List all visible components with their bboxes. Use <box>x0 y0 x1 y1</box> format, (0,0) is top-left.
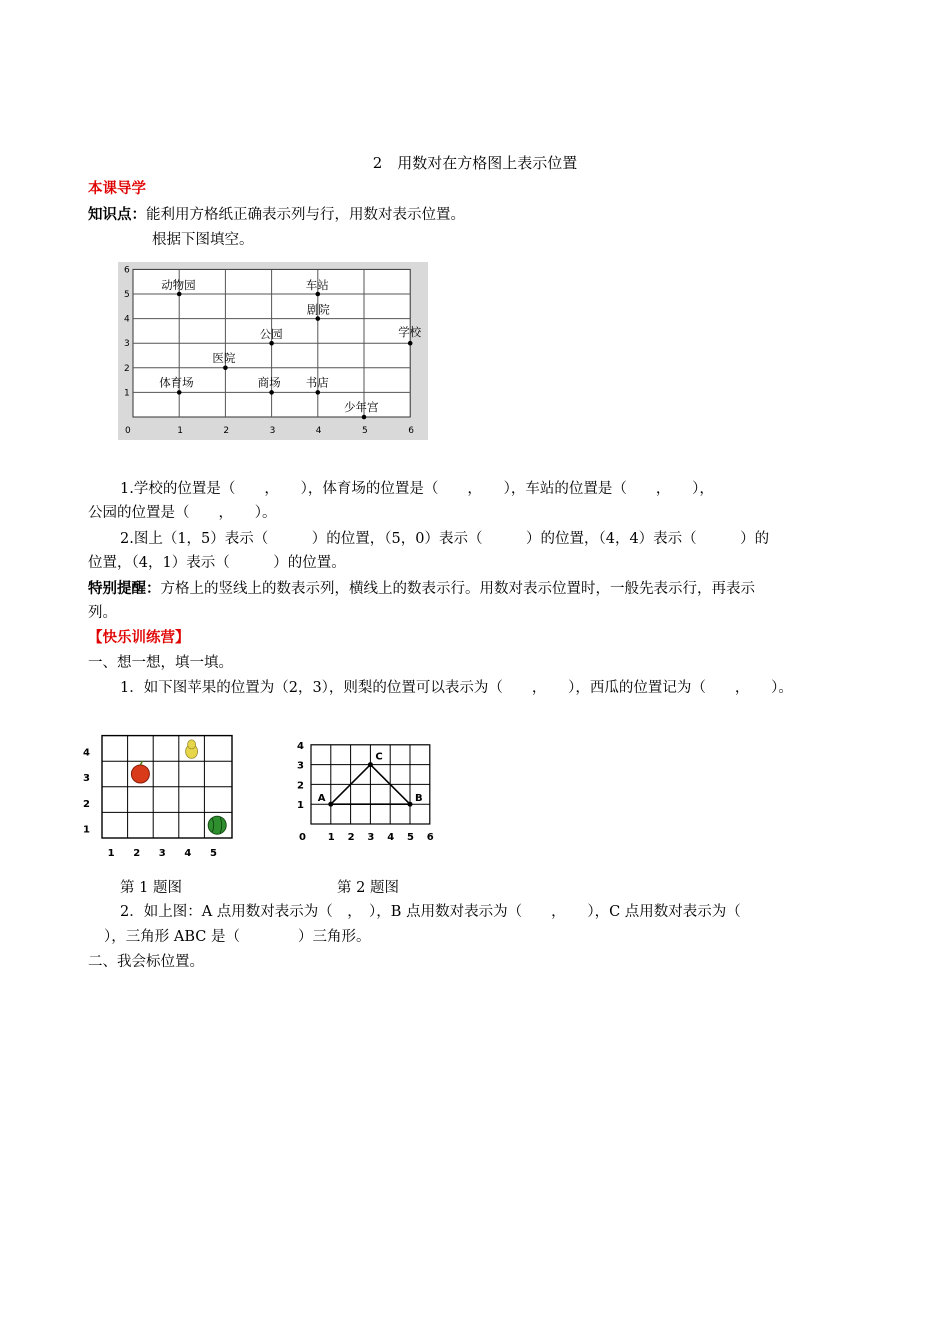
reminder <box>88 577 755 598</box>
map-place-dot <box>177 390 182 395</box>
map-place-dot <box>269 390 274 395</box>
triangle-vertex-dot <box>368 762 373 767</box>
p1-q2-line1: 2．如上图：A 点用数对表示为（ ， ），B 点用数对表示为（ ， ），C 点用数对表示为（ <box>120 904 741 920</box>
q1-line2: 公园的位置是（ ， ）。 <box>88 505 277 521</box>
triangle-y-tick: 1 <box>297 800 304 812</box>
map-y-tick: 5 <box>124 290 130 300</box>
map-place-dot <box>316 390 321 395</box>
reminder-text: 方格上的竖线上的数表示列，横线上的数表示行。用数对表示位置时，一般先表示行，再表示 <box>160 581 755 597</box>
q2-line2: 位置，（4，1）表示（ ）的位置。 <box>88 555 346 571</box>
map-place-dot <box>408 341 413 346</box>
part1-heading: 一、想一想，填一填。 <box>88 655 233 671</box>
map-place-label: 学校 <box>398 325 422 340</box>
map-place-label: 少年宫 <box>344 400 379 414</box>
map-place-label: 动物园 <box>161 278 196 292</box>
triangle-vertex-dot <box>408 802 413 807</box>
watermelon-icon <box>208 816 226 834</box>
triangle-y-tick: 3 <box>297 760 304 772</box>
map-x-tick: 5 <box>362 426 368 436</box>
triangle-vertex-label: C <box>375 751 383 763</box>
triangle-vertex-dot <box>328 802 333 807</box>
map-place-dot <box>177 292 182 297</box>
reminder-text-continued: 列。 <box>88 605 117 621</box>
fruit-y-tick: 3 <box>83 773 90 785</box>
reminder-label: 特别提醒： <box>88 581 161 597</box>
p1-q1-text: 1．如下图苹果的位置为（2，3），则梨的位置可以表示为（ ， ），西瓜的位置记为（ ， ）。 <box>120 680 793 696</box>
triangle-x-tick: 2 <box>347 832 355 843</box>
map-place-label: 体育场 <box>159 375 194 390</box>
map-place-label: 车站 <box>305 278 329 292</box>
triangle-x-tick: 1 <box>327 832 335 843</box>
knowledge-label: 知识点： <box>88 207 146 223</box>
triangle-x-tick: 3 <box>367 832 375 843</box>
map-place-label: 商场 <box>257 375 281 390</box>
map-place-label: 书店 <box>305 375 329 390</box>
apple-icon <box>131 765 149 783</box>
map-place-label: 剧院 <box>306 302 330 317</box>
map-place-dot <box>223 366 228 371</box>
map-y-tick: 3 <box>124 339 130 350</box>
map-x-tick: 1 <box>177 426 183 436</box>
triangle-x-tick: 6 <box>426 832 434 843</box>
fruit-x-tick: 5 <box>210 848 217 859</box>
map-x-tick: 0 <box>125 426 131 436</box>
fruit-grid-figure <box>78 733 243 863</box>
fruit-y-tick: 2 <box>83 798 90 810</box>
map-x-tick: 2 <box>223 426 230 436</box>
pear-icon-top <box>188 740 196 749</box>
map-place-label: 公园 <box>259 327 283 342</box>
section-camp-heading: 【快乐训练营】 <box>88 630 190 646</box>
figure2-caption: 第 2 题图 <box>337 880 399 896</box>
triangle-vertex-label: B <box>415 793 423 805</box>
triangle-x-tick: 4 <box>387 832 395 843</box>
triangle-y-tick: 2 <box>297 780 304 792</box>
map-y-tick: 4 <box>124 314 130 325</box>
knowledge-text: 能利用方格纸正确表示列与行，用数对表示位置。 <box>146 207 465 223</box>
map-x-tick: 6 <box>408 426 414 436</box>
triangle-vertex-label: A <box>317 793 326 805</box>
figure1-caption: 第 1 题图 <box>120 880 182 896</box>
triangle-x-tick: 0 <box>299 832 306 843</box>
map-place-label: 医院 <box>212 350 236 365</box>
section-guide-heading: 本课导学 <box>88 181 146 197</box>
map-x-tick: 4 <box>315 426 322 436</box>
map-place-dot <box>269 341 274 346</box>
p1-q2-line2: ），三角形 ABC 是（ ）三角形。 <box>104 929 371 945</box>
q1-line1: 1.学校的位置是（ ， ），体育场的位置是（ ， ），车站的位置是（ ， ）， <box>120 481 714 497</box>
fruit-y-tick: 1 <box>83 824 90 836</box>
map-place-dot <box>316 316 321 321</box>
fruit-x-tick: 3 <box>158 848 166 859</box>
map-x-tick: 3 <box>269 426 276 436</box>
map-y-tick: 6 <box>124 265 130 276</box>
knowledge-point <box>88 203 465 224</box>
triangle-grid-figure <box>292 733 442 848</box>
map-place-dot <box>362 415 367 420</box>
fruit-y-tick: 4 <box>83 747 90 759</box>
map-y-tick: 2 <box>124 363 130 374</box>
fruit-x-tick: 1 <box>107 848 115 859</box>
fruit-x-tick: 2 <box>133 848 141 859</box>
part2-heading: 二、我会标位置。 <box>88 954 204 970</box>
map-y-tick: 1 <box>124 388 130 399</box>
fruit-x-tick: 4 <box>184 848 192 859</box>
instruction-text: 根据下图填空。 <box>152 232 254 248</box>
triangle-x-tick: 5 <box>407 832 414 843</box>
map-grid-figure <box>118 262 428 440</box>
q2-line1: 2.图上（1，5）表示（ ）的位置，（5，0）表示（ ）的位置，（4，4）表示（ ）的 <box>120 531 770 547</box>
page-title: 2 用数对在方格图上表示位置 <box>372 154 578 172</box>
triangle-y-tick: 4 <box>297 740 304 752</box>
map-place-dot <box>316 292 321 297</box>
